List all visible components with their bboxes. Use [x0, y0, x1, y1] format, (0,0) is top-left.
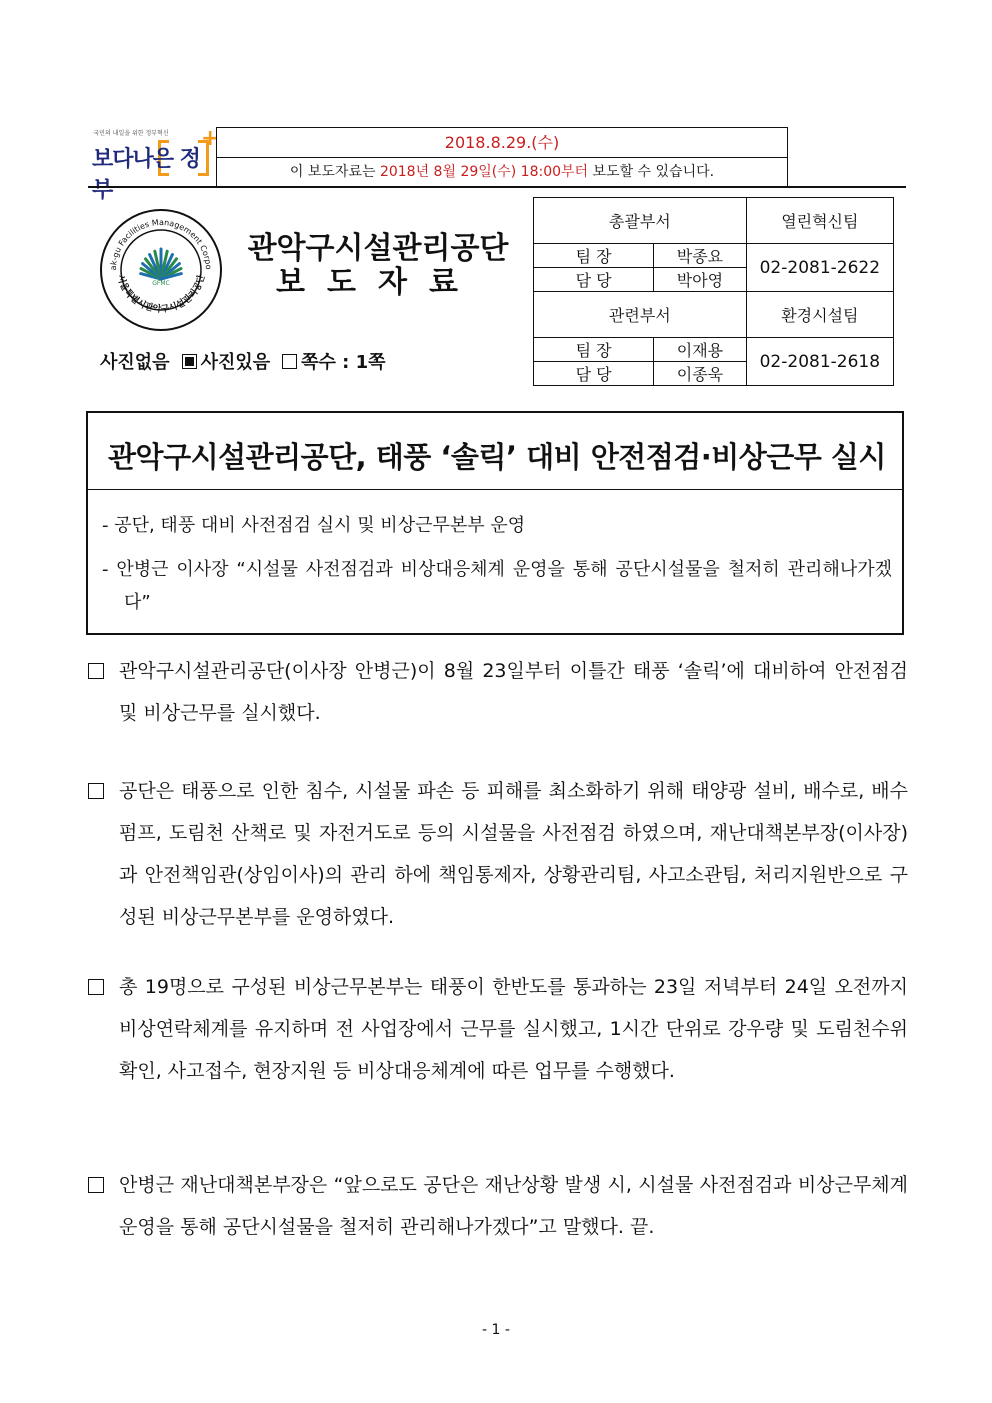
body-paragraph [86, 1164, 908, 1248]
table-row [534, 198, 894, 244]
body-paragraph [86, 650, 908, 734]
embargo-notice [217, 158, 787, 186]
name-cell: 박아영 [654, 268, 746, 292]
photo-info-row [100, 348, 390, 374]
no-photo-checkbox [182, 354, 197, 369]
headline-title: 관악구시설관리공단, 태풍 ‘솔릭’ 대비 안전점검·비상근무 실시 [108, 440, 886, 474]
header-divider [88, 186, 906, 188]
dept-label-cell: 관련부서 [534, 292, 747, 338]
phone-cell: 02-2081-2622 [746, 244, 893, 292]
role-cell: 팀 장 [534, 244, 654, 268]
fan-icon [141, 249, 182, 279]
paragraph-text: 관악구시설관리공단(이사장 안병근)이 8월 23일부터 이틀간 태풍 ‘솔릭’에 대비하여 안전점검 및 비상근무를 실시했다. [119, 660, 908, 724]
body-paragraph [86, 770, 908, 938]
release-date-box [216, 127, 788, 187]
table-row [534, 244, 894, 268]
team-name-cell: 환경시설팀 [746, 292, 893, 338]
table-row [534, 292, 894, 338]
name-cell: 이종욱 [654, 362, 746, 386]
page-count: 쪽수 : 1쪽 [301, 352, 386, 373]
headline-box [86, 411, 904, 635]
release-date: 2018.8.29.(수) [217, 128, 787, 158]
headline-bullet: - 안병근 이사장 “시설물 사전점검과 비상대응체계 운영을 통해 공단시설물을 철저히 관리해나가겠다” [102, 559, 892, 613]
emblem-ring-text-en: ak-gu Facilities Management Corpo [108, 217, 214, 271]
no-photo-label: 사진없음 [100, 352, 170, 373]
role-cell: 담 당 [534, 268, 654, 292]
organization-emblem [98, 207, 224, 333]
name-cell: 이재용 [654, 338, 746, 362]
gov-slogan: 국민의 내일을 위한 정부혁신 [93, 130, 169, 137]
table-row [534, 338, 894, 362]
plus-icon: + [201, 126, 220, 151]
page-number: - 1 - [482, 1322, 510, 1338]
press-release-label: 보도자료 [276, 265, 480, 300]
dept-label-cell: 총괄부서 [534, 198, 747, 244]
role-cell: 팀 장 [534, 338, 654, 362]
government-logo [88, 126, 220, 203]
emblem-center-text: GFMC [152, 280, 170, 287]
name-cell: 박종요 [654, 244, 746, 268]
phone-cell: 02-2081-2618 [746, 338, 893, 386]
paragraph-text: 공단은 태풍으로 인한 침수, 시설물 파손 등 피해를 최소화하기 위해 태양광 설비, 배수로, 배수펌프, 도림천 산책로 및 자전거도로 등의 시설물을 사전점검 하였으며, 재난대책본부장(이사장)과 안전책임관(상임이사)의 관리 하에 책임통제자, 상황관리팀, 사고소관팀, 처리지원반으로 구성된 비상근무본부를 운영하였다. [119, 780, 908, 928]
square-bullet-icon [88, 979, 104, 995]
has-photo-label: 사진있음 [200, 352, 271, 373]
contact-table [533, 197, 894, 386]
role-cell: 담 당 [534, 362, 654, 386]
body-paragraph [86, 966, 908, 1092]
team-name-cell: 열린혁신팀 [746, 198, 893, 244]
embargo-prefix: 이 보도자료는 [289, 164, 380, 180]
headline-bullet: - 공단, 태풍 대비 사전점검 실시 및 비상근무본부 운영 [102, 515, 526, 536]
organization-name: 관악구시설관리공단 [247, 231, 509, 266]
square-bullet-icon [88, 1177, 104, 1193]
gov-name: 보다나은 정부 [92, 147, 200, 203]
emblem-ring-text-ko: 서울특별시관악구시설관리공단 [114, 273, 208, 315]
paragraph-text: 총 19명으로 구성된 비상근무본부는 태풍이 한반도를 통과하는 23일 저녁부터 24일 오전까지 비상연락체계를 유지하며 전 사업장에서 근무를 실시했고, 1시간 단위로 강우량 및 도림천수위 확인, 사고접수, 현장지원 등 비상대응체계에 따른 업무를 수행했다. [119, 976, 908, 1082]
embargo-suffix: 보도할 수 있습니다. [588, 164, 715, 180]
embargo-time: 2018년 8월 29일(수) 18:00부터 [379, 164, 589, 180]
headline-divider [88, 489, 902, 490]
square-bullet-icon [88, 783, 104, 799]
paragraph-text: 안병근 재난대책본부장은 “앞으로도 공단은 재난상황 발생 시, 시설물 사전점검과 비상근무체계 운영을 통해 공단시설물을 철저히 관리해나가겠다”고 말했다. 끝. [119, 1174, 908, 1238]
has-photo-checkbox [282, 354, 297, 369]
square-bullet-icon [88, 663, 104, 679]
